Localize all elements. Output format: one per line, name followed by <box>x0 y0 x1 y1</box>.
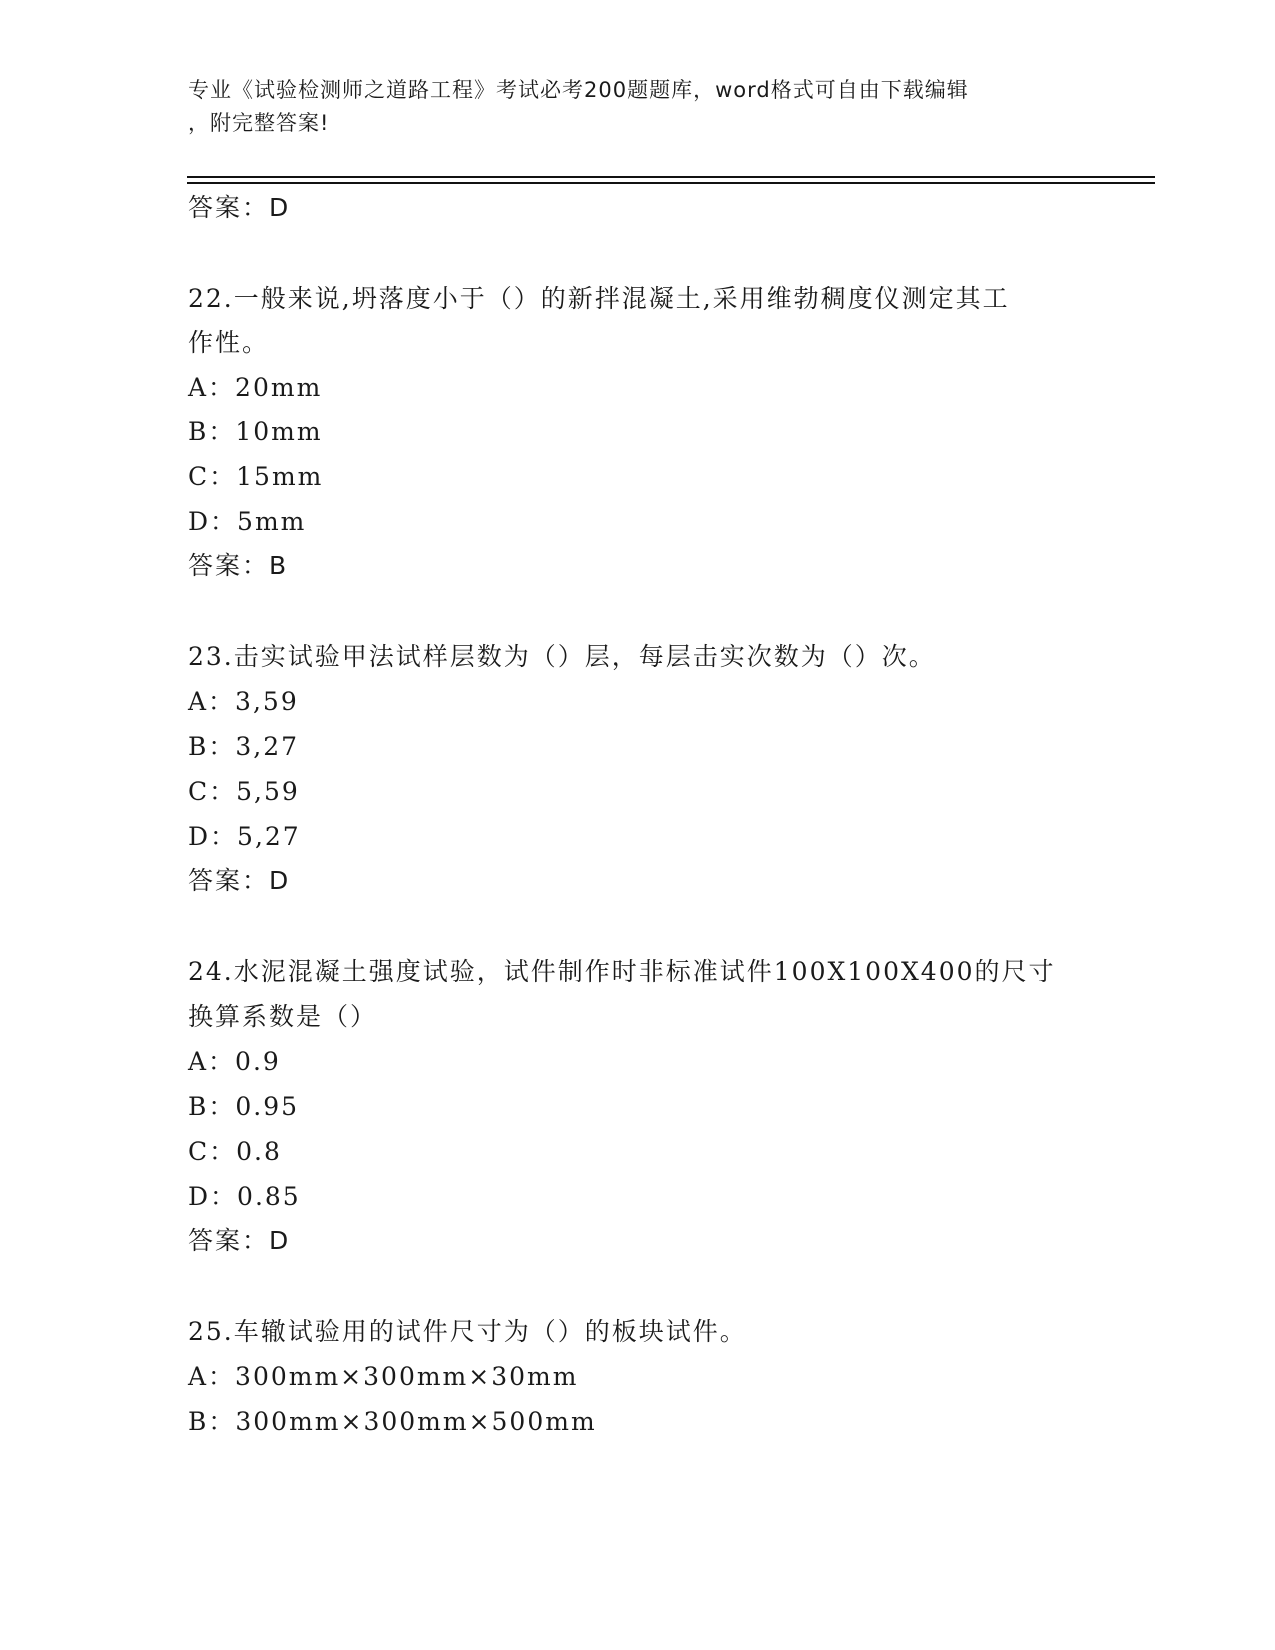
header-title-line-1: 专业《试验检测师之道路工程》考试必考200题题库，word格式可自由下载编辑 <box>188 78 969 102</box>
question-23-answer: 答案：D <box>188 866 291 895</box>
question-22-answer: 答案：B <box>188 551 289 580</box>
question-24-option-d: D：0.85 <box>188 1182 301 1211</box>
answer-q21: 答案：D <box>188 193 291 222</box>
question-23-text-line-1: 23.击实试验甲法试样层数为（）层，每层击实次数为（）次。 <box>188 642 936 671</box>
question-23-option-d: D：5,27 <box>188 822 301 851</box>
question-23-option-b: B：3,27 <box>188 732 300 761</box>
question-25-option-a: A：300mm×300mm×30mm <box>188 1362 579 1391</box>
question-24-text-line-2: 换算系数是（） <box>188 1002 378 1031</box>
question-22-option-b: B：10mm <box>188 417 323 446</box>
header-divider-bottom <box>187 182 1155 184</box>
question-24-option-c: C：0.8 <box>188 1137 282 1166</box>
question-24-text-line-1: 24.水泥混凝土强度试验，试件制作时非标准试件100X100X400的尺寸 <box>188 957 1056 986</box>
question-24-option-b: B：0.95 <box>188 1092 300 1121</box>
header-title-line-2: ，附完整答案! <box>188 111 330 135</box>
document-header <box>188 74 1088 140</box>
question-23-option-a: A：3,59 <box>188 687 299 716</box>
question-23-option-c: C：5,59 <box>188 777 300 806</box>
question-24-option-a: A：0.9 <box>188 1047 281 1076</box>
question-22-text-line-1: 22.一般来说,坍落度小于（）的新拌混凝土,采用维勃稠度仪测定其工 <box>188 284 1010 313</box>
question-24-answer: 答案：D <box>188 1226 291 1255</box>
header-divider-top <box>187 176 1155 178</box>
question-22-text-line-2: 作性。 <box>188 328 270 357</box>
question-22-option-a: A：20mm <box>188 373 323 402</box>
question-25-option-b: B：300mm×300mm×500mm <box>188 1407 597 1436</box>
question-22-option-c: C：15mm <box>188 462 324 491</box>
question-25-text-line-1: 25.车辙试验用的试件尺寸为（）的板块试件。 <box>188 1317 747 1346</box>
question-22-option-d: D：5mm <box>188 507 307 536</box>
